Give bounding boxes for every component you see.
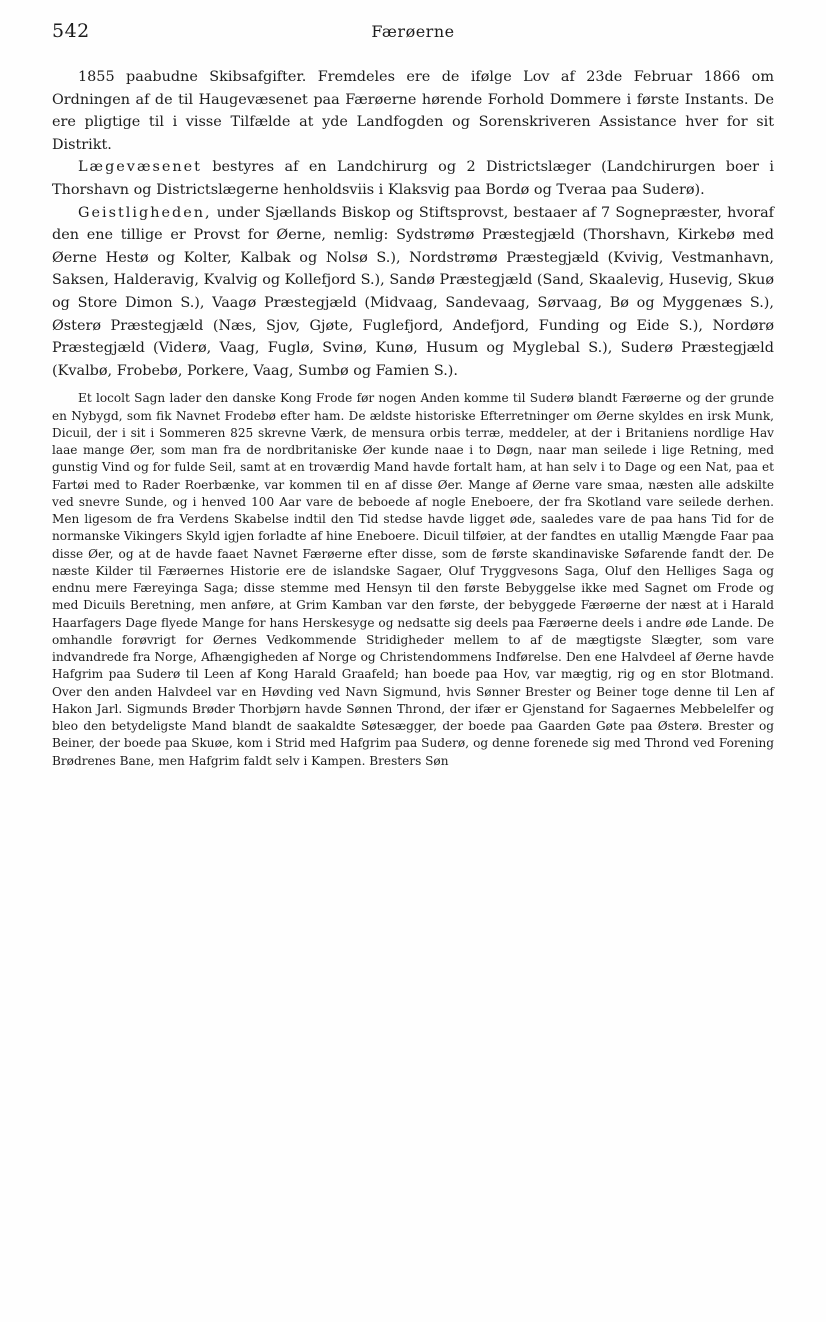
paragraph-justice [52,66,774,156]
page-header [52,14,774,44]
history-section [52,390,774,770]
paragraph-body: bestyres af en Landchirurg og 2 Districtslæger (Landchirurgen boer i Thorshavn og Districtslægerne henholdsviis i Klaksvig paa Bordø og Tveraa paa Suderø). [52,159,774,198]
paragraph-body: 1855 paabudne Skibsafgifter. Fremdeles ere de ifølge Lov af 23de Februar 1866 om Ordningen af de til Haugevæsenet paa Færøerne hørende Forhold Dommere i første Instants. De ere pligtige til i visse Tilfælde at yde Landfogden og Sorenskriveren Assistance hver for sit Distrikt. [52,69,774,153]
paragraph-body: under Sjællands Biskop og Stiftsprovst, bestaaer af 7 Sognepræster, hvoraf den ene tillige er Provst for Øerne, nemlig: Sydstrømø Præstegjæld (Thorshavn, Kirkebø med Øerne Hestø og Kolter, Kalbak og Nolsø S.), Nordstrømø Præstegjæld (Kvivig, Vestmanhavn, Saksen, Halderavig, Kvalvig og Kollefjord S.), Sandø Præstegjæld (Sand, Skaalevig, Husevig, Skuø og Store Dimon S.), Vaagø Præstegjæld (Midvaag, Sandevaag, Sørvaag, Bø og Myggenæs S.), Østerø Præstegjæld (Næs, Sjov, Gjøte, Fuglefjord, Andefjord, Funding og Eide S.), Nordørø Præstegjæld (Viderø, Vaag, Fuglø, Svinø, Kunø, Husum og Myglebal S.), Suderø Præstegjæld (Kvalbø, Frobebø, Porkere, Vaag, Sumbø og Famien S.). [52,204,774,379]
main-text [52,66,774,382]
paragraph-lead: Geistligheden, [78,204,212,221]
paragraph-medical [52,156,774,201]
paragraph-lead: Lægevæsenet [78,159,202,176]
history-paragraph: Et locolt Sagn lader den danske Kong Frode før nogen Anden komme til Suderø blandt Færøerne og der grunde en Nybygd, som fik Navnet Frodebø efter ham. De ældste historiske Efterretninger om Øerne skyldes en irsk Munk, Dicuil, der i sit i Sommeren 825 skrevne Værk, de mensura orbis terræ, meddeler, at der i Britaniens nordlige Hav laae mange Øer, som man fra de nordbritaniske Øer kunde naae i to Døgn, naar man seilede i lige Retning, med gunstig Vind og for fulde Seil, samt at en troværdig Mand havde fortalt ham, at han selv i to Dage og een Nat, paa et Fartøi med to Rader Roerbænke, var kommen til en af disse Øer. Mange af Øerne vare smaa, næsten alle adskilte ved snevre Sunde, og i henved 100 Aar vare de beboede af nogle Eneboere, der fra Skotland vare seilede derhen. Men ligesom de fra Verdens Skabelse indtil den Tid stedse havde ligget øde, saaledes vare de paa hans Tid for de normanske Vikingers Skyld igjen forladte af hine Eneboere. Dicuil tilføier, at der fandtes en utallig Mængde Faar paa disse Øer, og at de havde faaet Navnet Færøerne efter disse, som de første skandinaviske Søfarende fandt der. De næste Kilder til Færøernes Historie ere de islandske Sagaer, Oluf Tryggvesons Saga, Oluf den Helliges Saga og endnu mere Færeyinga Saga; disse stemme med Hensyn til den første Bebyggelse ikke med Sagnet om Frode og med Dicuils Beretning, men anføre, at Grim Kamban var den første, der bebyggede Færøerne der næst at i Harald Haarfagers Dage flyede Mange for hans Herskesyge og nedsatte sig deels paa Færøerne deels i andre øde Lande. De omhandle forøvrigt for Øernes Vedkommende Stridigheder mellem to af de mægtigste Slægter, som vare indvandrede fra Norge, Afhængigheden af Norge og Christendommens Indførelse. Den ene Halvdeel af Øerne havde Hafgrim paa Suderø til Leen af Kong Harald Graafeld; han boede paa Hov, var mægtig, rig og en stor Blotmand. Over den anden Halvdeel var en Høvding ved Navn Sigmund, hvis Sønner Brester og Beiner toge denne til Len af Hakon Jarl. Sigmunds Brøder Thorbjørn havde Sønnen Thrond, der ifær er Gjenstand for Sagaernes Mebbelelfer og bleo den betydeligste Mand blandt de saakaldte Søtesægger, der boede paa Gaarden Gøte paa Østerø. Brester og Beiner, der boede paa Skuøe, kom i Strid med Hafgrim paa Suderø, og denne forenede sig med Thrond ved Forening Brødrenes Bane, men Hafgrim faldt selv i Kampen. Bresters Søn [52,391,774,768]
running-head: Færøerne [371,22,455,41]
page-number: 542 [52,20,90,42]
book-page [52,14,774,770]
paragraph-clergy [52,202,774,383]
